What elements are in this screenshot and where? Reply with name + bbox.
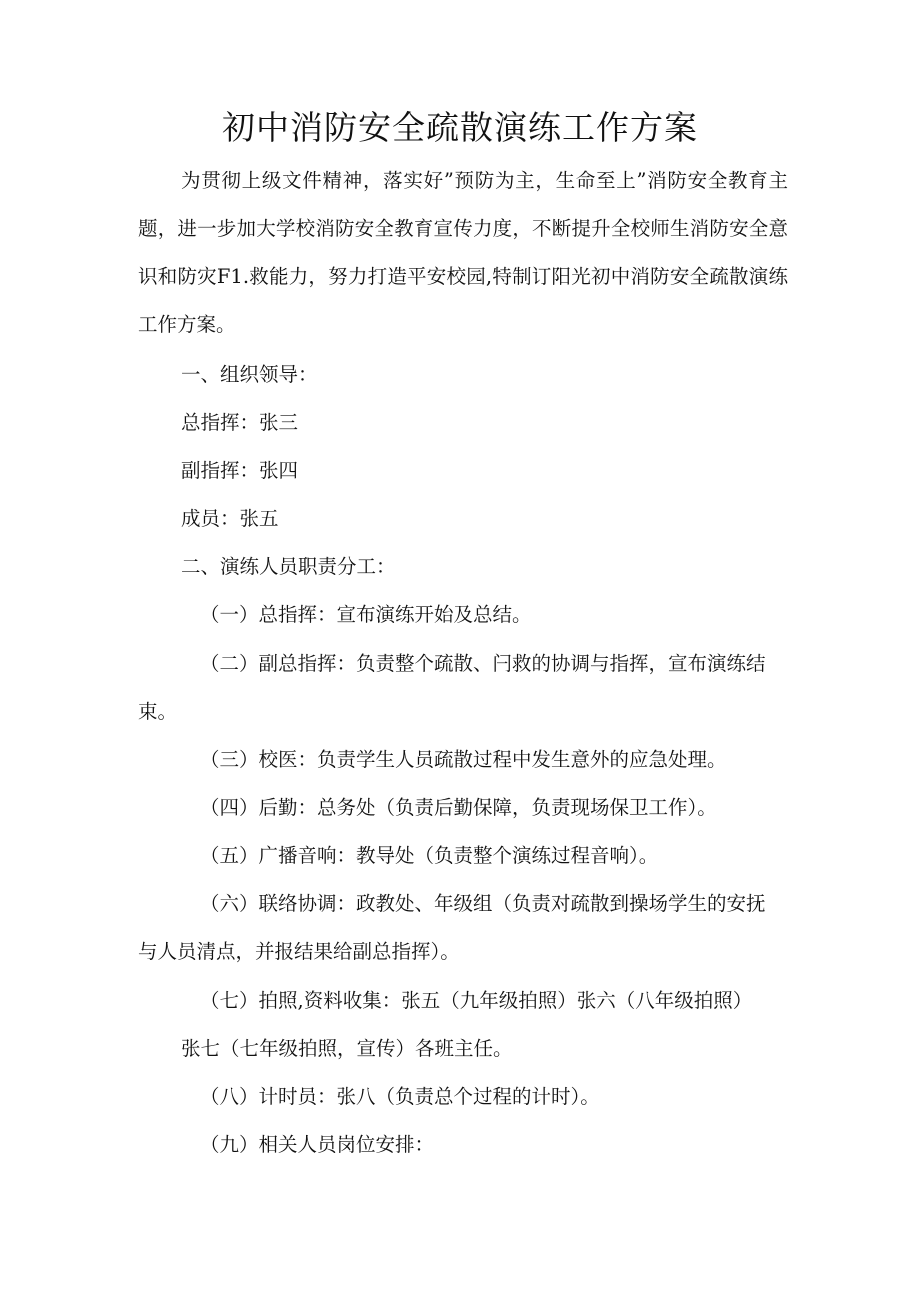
section-heading-organization: 一、组织领导： <box>181 363 318 386</box>
duty-item-2-line2: 束。 <box>138 700 178 723</box>
document-title: 初中消防安全疏散演练工作方案 <box>222 108 698 147</box>
duty-item-3: （三）校医：负责学生人员疏散过程中发生意外的应急处理。 <box>200 748 727 771</box>
duty-item-7-line1: （七）拍照,资料收集：张五（九年级拍照）张六（八年级拍照） <box>200 989 753 1012</box>
duty-item-8: （八）计时员：张八（负责总个过程的计时）。 <box>200 1085 600 1108</box>
duty-item-2-line1: （二）副总指挥：负责整个疏散、闩救的协调与指挥，宣布演练结 <box>200 652 766 675</box>
duty-item-7-line2: 张七（七年级拍照，宣传）各班主任。 <box>181 1037 513 1060</box>
duty-item-6-line2: 与人员清点，并报结果给副总指挥）。 <box>138 940 460 963</box>
duty-item-9: （九）相关人员岗位安排： <box>200 1133 435 1156</box>
commander-line: 总指挥：张三 <box>181 411 299 434</box>
member-line: 成员：张五 <box>181 507 279 530</box>
deputy-commander-line: 副指挥：张四 <box>181 459 299 482</box>
intro-paragraph: 为贯彻上级文件精神，落实好”预防为主，生命至上”消防安全教育主题，进一步加大学校消防安全教育宣传力度，不断提升全校师生消防安全意识和防灾F1.救能力，努力打造平安校园,特制订阳光初中消防安全疏散演练工作方案。 <box>138 169 788 336</box>
duty-item-6-line1: （六）联络协调：政教处、年级组（负责对疏散到操场学生的安抚 <box>200 892 766 915</box>
duty-item-1: （一）总指挥：宣布演练开始及总结。 <box>200 603 532 626</box>
duty-item-5: （五）广播音响：教导处（负责整个演练过程音响）。 <box>200 844 659 867</box>
duty-item-4: （四）后勤：总务处（负责后勤保障，负责现场保卫工作）。 <box>200 796 717 819</box>
section-heading-duties: 二、演练人员职责分工： <box>181 555 396 578</box>
